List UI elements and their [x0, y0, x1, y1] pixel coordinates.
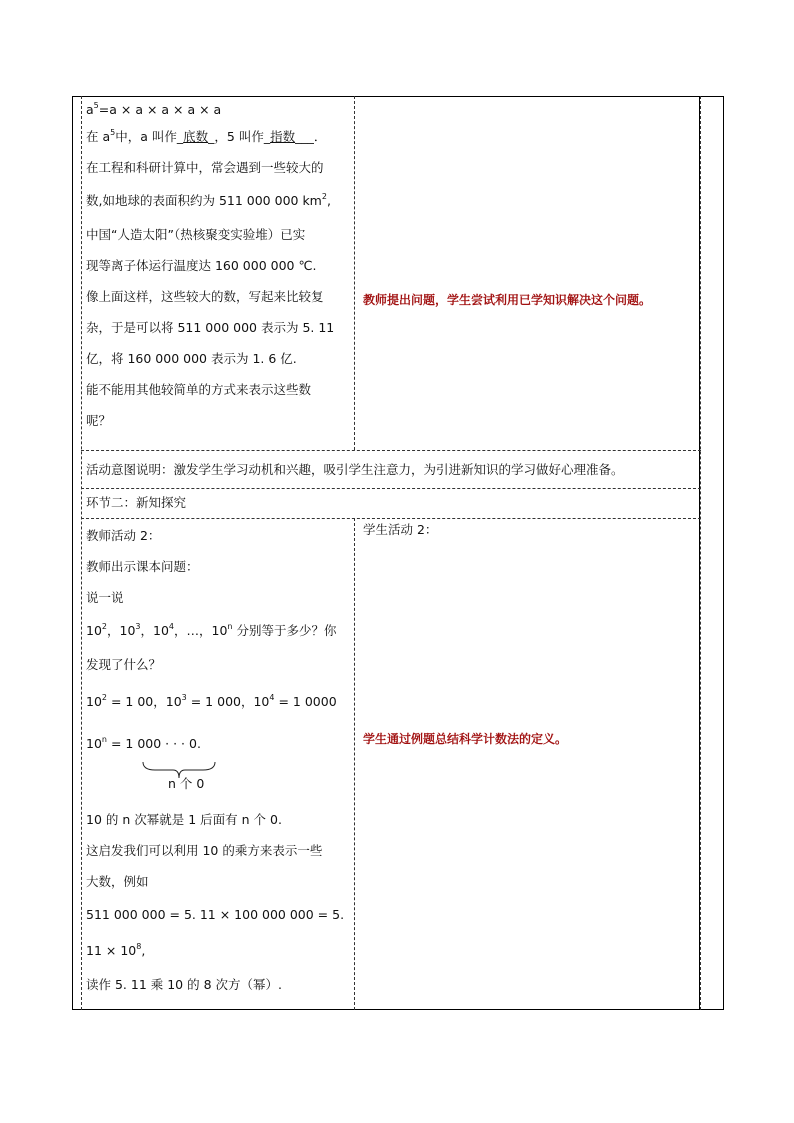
grid-mid-dashed-2 [354, 518, 355, 1010]
text-line: 说一说 [86, 590, 124, 605]
power-n: $10^n = 1$ 000 · · · 0. [86, 735, 201, 751]
table-border-left [72, 96, 73, 1010]
grid-row-dashed-1 [81, 450, 701, 451]
text-line: 像上面这样，这些较大的数，写起来比较复 [86, 289, 324, 304]
student-activity-title: 学生活动 2： [363, 522, 438, 537]
text-line: 10 的 n 次幂就是 1 后面有 n 个 0. [86, 812, 282, 827]
table-border-right [723, 96, 724, 1010]
base-exponent-fill: 在 $a^5$中，a 叫作_底数_，5 叫作_指数___． [86, 128, 327, 144]
row2-left-cell [86, 520, 354, 1000]
table-border-top [72, 96, 724, 97]
text-line: 大数，例如 [86, 874, 149, 889]
text-line: 亿，将 160 000 000 表示为 1. 6 亿. [86, 351, 297, 366]
row1-left-cell [86, 99, 354, 436]
brace-label: n 个 0 [168, 776, 205, 791]
text-line: 教师出示课本问题： [86, 559, 199, 574]
text-line: 这启发我们可以利用 10 的乘方来表示一些 [86, 843, 323, 858]
grid-right-dashed [700, 96, 701, 1010]
row2-student-note: 学生通过例题总结科学计数法的定义。 [363, 732, 568, 746]
text-line: 现等离子体运行温度达 160 000 000 ℃. [86, 258, 317, 273]
underbrace-icon [141, 760, 217, 780]
powers-answer: $10^2 = 1$ 00，$10^3 = 1$ 000，$10^4 = 1$ 0000 [86, 693, 337, 709]
lesson-table [72, 96, 724, 1010]
text-line: 能不能用其他较简单的方式来表示这些数 [86, 382, 312, 397]
text-line: 511 000 000 = 5. 11 × 100 000 000 = 5. [86, 907, 345, 922]
text-line: 数,如地球的表面积约为 511 000 000 $km^2$, [86, 192, 331, 208]
text-line: 读作 5. 11 乘 10 的 8 次方（幂）. [86, 977, 282, 992]
text-line: 杂，于是可以将 511 000 000 表示为 5. 11 [86, 320, 335, 335]
grid-mid-dashed-1 [354, 96, 355, 450]
activity-intent: 活动意图说明：激发学生学习动机和兴趣，吸引学生注意力，为引进新知识的学习做好心理准备。 [86, 462, 624, 477]
text-line: $11 \times 10^8$, [86, 942, 146, 958]
powers-question: $10^2$，$10^3$，$10^4$，…，10$^n$ 分别等于多少？你 [86, 622, 337, 638]
text-line: 在工程和科研计算中，常会遇到一些较大的 [86, 160, 324, 175]
text-line: 发现了什么？ [86, 657, 162, 672]
text-line: 呢？ [86, 413, 112, 428]
row1-teacher-note: 教师提出问题，学生尝试利用已学知识解决这个问题。 [363, 293, 652, 307]
teacher-activity-title: 教师活动 2： [86, 528, 161, 543]
grid-left-dashed [81, 96, 82, 1010]
section2-title: 环节二：新知探究 [86, 495, 187, 510]
text-line: 中国“人造太阳”（热核聚变实验堆）已实 [86, 227, 306, 242]
table-border-bottom [72, 1009, 724, 1010]
power-expansion: $a^5=a \times a \times a \times a \times a$ [86, 101, 222, 117]
